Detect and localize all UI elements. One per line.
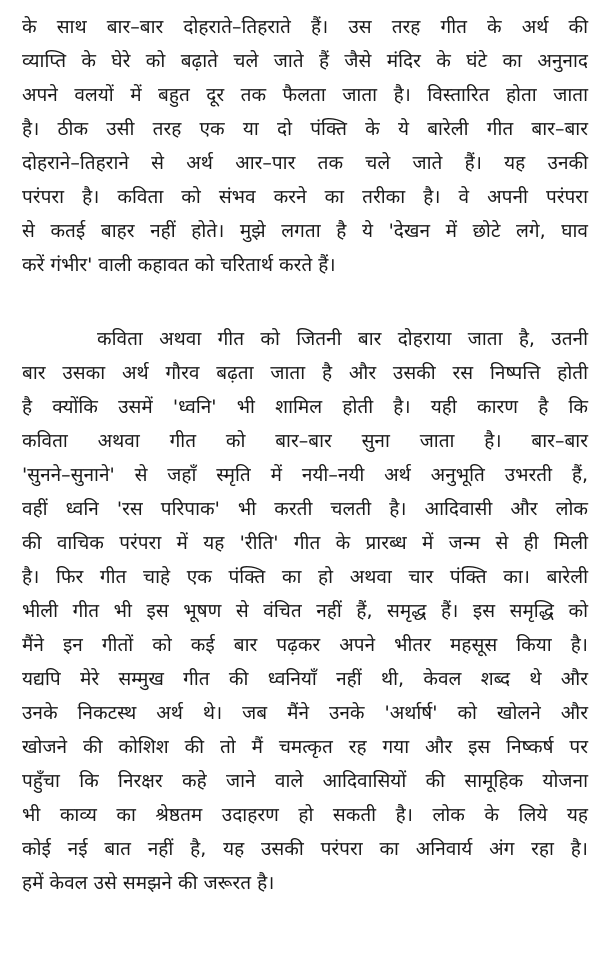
text-line: मैंने इन गीतों को कई बार पढ़कर अपने भीतर महसूस किया है। bbox=[22, 634, 588, 656]
paragraph-2 bbox=[0, 322, 600, 900]
text-line: के साथ बार–बार दोहराते–तिहराते हैं। उस तरह गीत के अर्थ की bbox=[22, 16, 588, 38]
text-line: कोई नई बात नहीं है, यह उसकी परंपरा का अनिवार्य अंग रहा है। bbox=[22, 838, 588, 860]
text-line: खोजने की कोशिश की तो मैं चमत्कृत रह गया और इस निष्कर्ष पर bbox=[22, 736, 588, 758]
text-line: दोहराने–तिहराने से अर्थ आर–पार तक चले जाते हैं। यह उनकी bbox=[22, 152, 588, 174]
text-line: बार उसका अर्थ गौरव बढ़ता जाता है और उसकी रस निष्पत्ति होती bbox=[22, 362, 588, 384]
text-line: है। फिर गीत चाहे एक पंक्ति का हो अथवा चार पंक्ति का। बारेली bbox=[22, 566, 588, 588]
text-line: करें गंभीर' वाली कहावत को चरितार्थ करते हैं। bbox=[22, 254, 336, 276]
text-line: कविता अथवा गीत को जितनी बार दोहराया जाता है, उतनी bbox=[97, 328, 588, 350]
text-line: अपने वलयों में बहुत दूर तक फैलता जाता है। विस्तारित होता जाता bbox=[22, 84, 588, 106]
text-line: भीली गीत भी इस भूषण से वंचित नहीं हैं, समृद्ध हैं। इस समृद्धि को bbox=[22, 600, 588, 622]
paragraph-1 bbox=[0, 10, 600, 282]
text-line: 'सुनने–सुनाने' से जहाँ स्मृति में नयी–नयी अर्थ अनुभूति उभरती हैं, bbox=[22, 464, 588, 486]
text-line: से कतई बाहर नहीं होते। मुझे लगता है ये 'देखन में छोटे लगे, घाव bbox=[22, 220, 588, 242]
text-line: की वाचिक परंपरा में यह 'रीति' गीत के प्रारब्ध में जन्म से ही मिली bbox=[22, 532, 588, 554]
text-line: हमें केवल उसे समझने की जरूरत है। bbox=[22, 872, 275, 894]
text-line: परंपरा है। कविता को संभव करने का तरीका है। वे अपनी परंपरा bbox=[22, 186, 588, 208]
text-line: व्याप्ति के घेरे को बढ़ाते चले जाते हैं जैसे मंदिर के घंटे का अनुनाद bbox=[22, 50, 588, 72]
text-line: है। ठीक उसी तरह एक या दो पंक्ति के ये बारेली गीत बार–बार bbox=[22, 118, 588, 140]
text-line: उनके निकटस्थ अर्थ थे। जब मैंने उनके 'अर्थार्ष' को खोलने और bbox=[22, 702, 588, 724]
text-line: भी काव्य का श्रेष्ठतम उदाहरण हो सकती है। लोक के लिये यह bbox=[22, 804, 588, 826]
text-line: है क्योंकि उसमें 'ध्वनि' भी शामिल होती है। यही कारण है कि bbox=[22, 396, 588, 418]
text-line: यद्यपि मेरे सम्मुख गीत की ध्वनियाँ नहीं थी, केवल शब्द थे और bbox=[22, 668, 588, 690]
text-line: पहुँचा कि निरक्षर कहे जाने वाले आदिवासियों की सामूहिक योजना bbox=[22, 770, 588, 792]
text-line: वहीं ध्वनि 'रस परिपाक' भी करती चलती है। आदिवासी और लोक bbox=[22, 498, 588, 520]
text-line: कविता अथवा गीत को बार–बार सुना जाता है। बार–बार bbox=[22, 430, 588, 452]
